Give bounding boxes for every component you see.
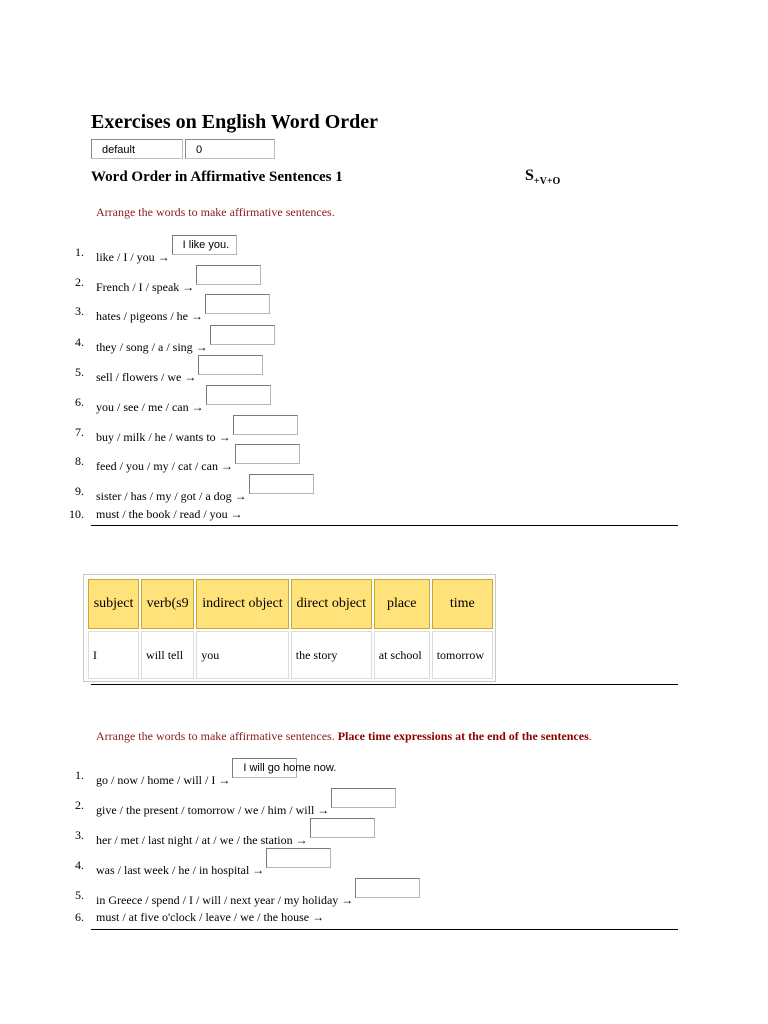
- answer-input[interactable]: [310, 818, 375, 838]
- item-number: 1.: [75, 245, 84, 259]
- question-item: [96, 395, 271, 415]
- question-text: in Greece / spend / I / will / next year / my holiday →: [96, 893, 354, 907]
- question-text: must / at five o'clock / leave / we / the house →: [96, 910, 325, 924]
- question-item: [96, 828, 375, 848]
- question-text: hates / pigeons / he →: [96, 309, 203, 323]
- dropdown-field[interactable]: default: [91, 139, 183, 159]
- question-item: [96, 507, 243, 522]
- question-text: buy / milk / he / wants to →: [96, 430, 231, 444]
- answer-input[interactable]: [233, 415, 298, 435]
- question-text: her / met / last night / at / we / the station →: [96, 833, 308, 847]
- divider: [91, 929, 678, 930]
- question-item: [96, 858, 331, 878]
- header-direct-object: direct object: [291, 579, 372, 629]
- word-order-table: [83, 574, 496, 682]
- header-verb: verb(s9: [141, 579, 194, 629]
- item-number: 5.: [75, 888, 84, 902]
- header-place: place: [374, 579, 430, 629]
- cell-indirect-object: you: [196, 631, 289, 679]
- question-item: [96, 425, 298, 445]
- header-time: time: [432, 579, 493, 629]
- cell-direct-object: the story: [291, 631, 372, 679]
- cell-time: tomorrow: [432, 631, 493, 679]
- question-item: [96, 454, 300, 474]
- question-item: [96, 304, 270, 324]
- answer-input[interactable]: [249, 474, 314, 494]
- item-number: 2.: [75, 798, 84, 812]
- question-item: [96, 798, 396, 818]
- question-text: was / last week / he / in hospital →: [96, 863, 265, 877]
- answer-input[interactable]: [196, 265, 261, 285]
- item-number: 8.: [75, 454, 84, 468]
- item-number: 2.: [75, 275, 84, 289]
- question-item: [96, 365, 263, 385]
- answer-input[interactable]: [210, 325, 275, 345]
- question-text: sister / has / my / got / a dog →: [96, 489, 247, 503]
- item-number: 10.: [69, 507, 84, 521]
- cell-place: at school: [374, 631, 430, 679]
- question-item: [96, 910, 324, 925]
- answer-input[interactable]: [355, 878, 420, 898]
- divider: [91, 684, 678, 685]
- answer-input[interactable]: [206, 385, 271, 405]
- item-number: 1.: [75, 768, 84, 782]
- section1-heading: Word Order in Affirmative Sentences 1: [91, 169, 343, 185]
- item-number: 3.: [75, 828, 84, 842]
- section1-instruction: Arrange the words to make affirmative sentences.: [96, 205, 335, 219]
- question-text: sell / flowers / we →: [96, 370, 197, 384]
- answer-input[interactable]: I like you.: [172, 235, 237, 255]
- header-subject: subject: [88, 579, 139, 629]
- cell-verb: will tell: [141, 631, 194, 679]
- score-field[interactable]: 0: [185, 139, 275, 159]
- question-text: feed / you / my / cat / can →: [96, 459, 233, 473]
- answer-input[interactable]: [331, 788, 396, 808]
- page-title: Exercises on English Word Order: [91, 111, 379, 133]
- question-text: go / now / home / will / I →: [96, 773, 231, 787]
- section2-instruction: Arrange the words to make affirmative sentences. Place time expressions at the end of the sentences.: [96, 729, 592, 743]
- question-text: like / I / you →: [96, 250, 170, 264]
- item-number: 9.: [75, 484, 84, 498]
- answer-input[interactable]: [198, 355, 263, 375]
- question-item: [96, 484, 314, 504]
- question-item: [96, 888, 420, 908]
- question-item: [96, 239, 237, 265]
- question-item: [96, 762, 337, 788]
- item-number: 4.: [75, 335, 84, 349]
- header-indirect-object: indirect object: [196, 579, 289, 629]
- question-item: [96, 275, 261, 295]
- item-number: 7.: [75, 425, 84, 439]
- answer-input[interactable]: [235, 444, 300, 464]
- item-number: 6.: [75, 910, 84, 924]
- answer-input[interactable]: [266, 848, 331, 868]
- question-text: French / I / speak →: [96, 280, 195, 294]
- answer-input[interactable]: [205, 294, 270, 314]
- item-number: 3.: [75, 304, 84, 318]
- answer-input[interactable]: I will go home now.: [232, 758, 297, 778]
- question-item: [96, 335, 275, 355]
- item-number: 6.: [75, 395, 84, 409]
- divider: [91, 525, 678, 526]
- question-text: they / song / a / sing →: [96, 340, 208, 354]
- question-text: must / the book / read / you →: [96, 507, 243, 521]
- cell-subject: I: [88, 631, 139, 679]
- item-number: 4.: [75, 858, 84, 872]
- question-text: give / the present / tomorrow / we / him / will →: [96, 803, 330, 817]
- item-number: 5.: [75, 365, 84, 379]
- question-text: you / see / me / can →: [96, 400, 204, 414]
- formula: $S_{+V+O}$: [525, 167, 561, 188]
